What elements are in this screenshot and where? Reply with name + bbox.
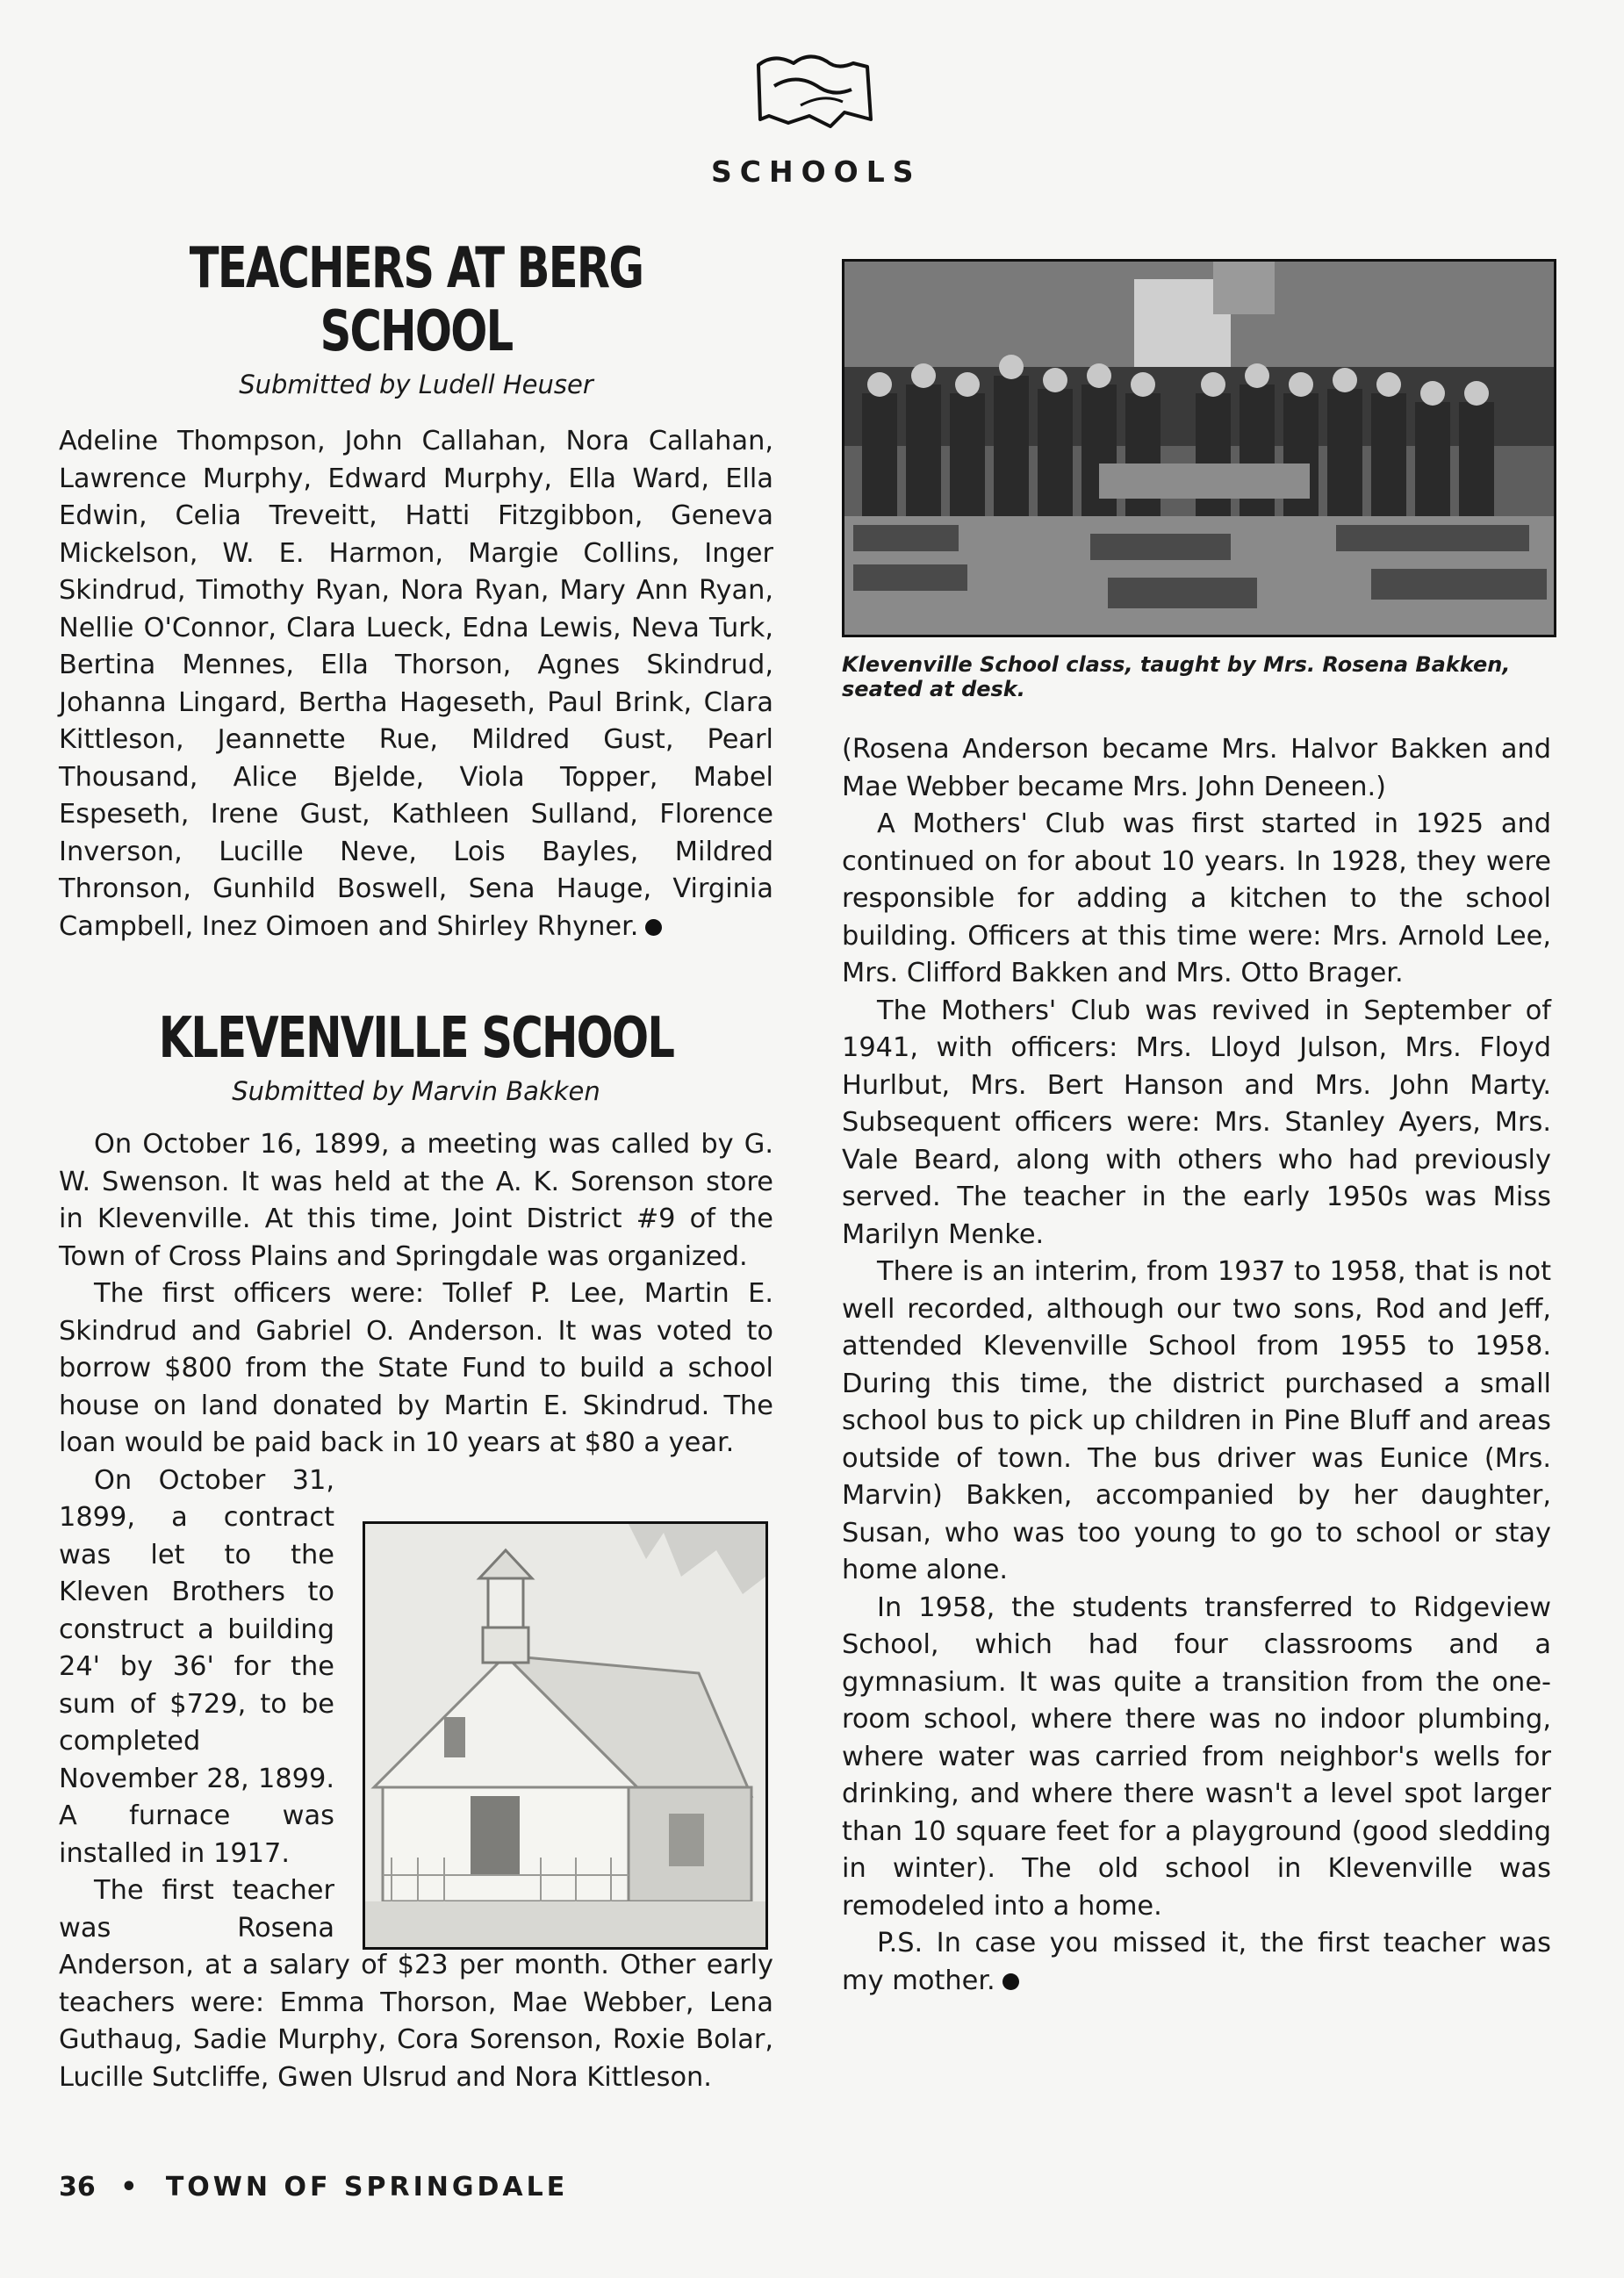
klevenville-paragraph-4: The first teacher was Rosena Anderson, at a salary of $23 per month. Other early teachers were: Emma Thorson, Mae Webber, Lena Guthaug, Sadie Murphy, Cora Sorenson, Roxie Bolar, Lucille Sutcliffe, Gwen Ulsrud and Nora Kittleson.: [59, 1875, 773, 2093]
right-column: [842, 731, 1551, 2000]
page-number: 36: [59, 2172, 96, 2203]
class-image: [844, 262, 1554, 635]
right-paragraph-3: The Mothers' Club was revived in September of 1941, with officers: Mrs. Lloyd Julson, Mrs. Floyd Hurlbut, Mrs. Bert Hanson and Mrs. John Marty. Subsequent officers were: Mrs. Stanley Ayers, Mrs. Vale Beard, along with others who had previously served. The teacher in the early 1950s was Miss Marilyn Menke.: [842, 995, 1551, 1250]
right-paragraph-4: There is an interim, from 1937 to 1958, that is not well recorded, although our two sons, Rod and Jeff, attended Klevenville School from 1955 to 1958. During this time, the district purchased a small school bus to pick up children in Pine Bluff and areas outside of town. The bus driver was Eunice (Mrs. Marvin) Bakken, accompanied by her daughter, Susan, who was too young to go to school or stay home alone.: [842, 1256, 1551, 1585]
page-footer: [59, 2172, 568, 2203]
berg-body-paragraph: [59, 423, 773, 945]
klevenville-paragraph-2: The first officers were: Tollef P. Lee, Martin E. Skindrud and Gabriel O. Anderson. It was voted to borrow $800 from the State Fund to build a school house on land donated by Martin E. Skindrud. The loan would be paid back in 10 years at $80 a year.: [59, 1278, 773, 1458]
schoolhouse-image: [365, 1524, 765, 1947]
right-paragraph-1: (Rosena Anderson became Mrs. Halvor Bakken and Mae Webber became Mrs. John Deneen.): [842, 734, 1551, 802]
right-paragraph-6: [842, 1925, 1551, 2000]
klevenville-title: KLEVENVILLE SCHOOL: [158, 1006, 674, 1071]
berg-title: TEACHERS AT BERG SCHOOL: [189, 236, 643, 364]
class-photo-caption: Klevenville School class, taught by Mrs. Rosena Bakken, seated at desk.: [842, 652, 1511, 701]
end-bullet-icon: [645, 919, 662, 936]
berg-byline: Submitted by Ludell Heuser: [239, 370, 593, 399]
klevenville-paragraph-1: On October 16, 1899, a meeting was called by G. W. Swenson. It was held at the A. K. Sorenson store in Klevenville. At this time, Joint District #9 of the Town of Cross Plains and Springdale was organized.: [59, 1129, 773, 1272]
berg-body: Adeline Thompson, John Callahan, Nora Callahan, Lawrence Murphy, Edward Murphy, Ella Ward, Ella Edwin, Celia Treveitt, Hatti Fitzgibbon, Geneva Mickelson, W. E. Harmon, Margie Collins, Inger Skindrud, Timothy Ryan, Nora Ryan, Mary Ann Ryan, Nellie O'Connor, Clara Lueck, Edna Lewis, Neva Turk, Bertina Mennes, Ella Thorson, Agnes Skindrud, Johanna Lingard, Bertha Hageseth, Paul Brink, Clara Kittleson, Jeannette Rue, Mildred Gust, Pearl Thousand, Alice Bjelde, Viola Topper, Mabel Espeseth, Irene Gust, Kathleen Sulland, Florence Inverson, Lucille Neve, Lois Bayles, Mildred Thronson, Gunhild Boswell, Sena Hauge, Virginia Campbell, Inez Oimoen and Shirley Rhyner.: [59, 426, 773, 942]
right-paragraph-6-text: P.S. In case you missed it, the first teacher was my mother.: [842, 1928, 1551, 1996]
section-label: SCHOOLS: [711, 155, 922, 189]
publication-name: TOWN OF SPRINGDALE: [165, 2172, 569, 2203]
right-paragraph-2: A Mothers' Club was first started in 1925 and continued on for about 10 years. In 1928, they were responsible for adding a kitchen to the school building. Officers at this time were: Mrs. Arnold Lee, Mrs. Clifford Bakken and Mrs. Otto Brager.: [842, 808, 1551, 988]
map-outline-icon: [739, 46, 906, 142]
end-bullet-icon: [1002, 1973, 1019, 1990]
right-paragraph-5: In 1958, the students transferred to Ridgeview School, which had four classrooms and a gymnasium. It was quite a transition from the one-room school, where there was no indoor plumbing, where water was carried from neighbor's wells for drinking, and where there wasn't a level spot larger than 10 square feet for a playground (good sledding in winter). The old school in Klevenville was remodeled into a home.: [842, 1592, 1551, 1922]
footer-separator: •: [120, 2172, 141, 2203]
schoolhouse-photo: [363, 1521, 768, 1950]
klevenville-byline: Submitted by Marvin Bakken: [232, 1076, 600, 1106]
class-photo: [842, 259, 1556, 637]
klevenville-paragraph-3: On October 31, 1899, a contract was let to the Kleven Brothers to construct a building 24' by 36' for the sum of $729, to be completed November 28, 1899. A furnace was installed in 1917.: [59, 1464, 334, 1869]
